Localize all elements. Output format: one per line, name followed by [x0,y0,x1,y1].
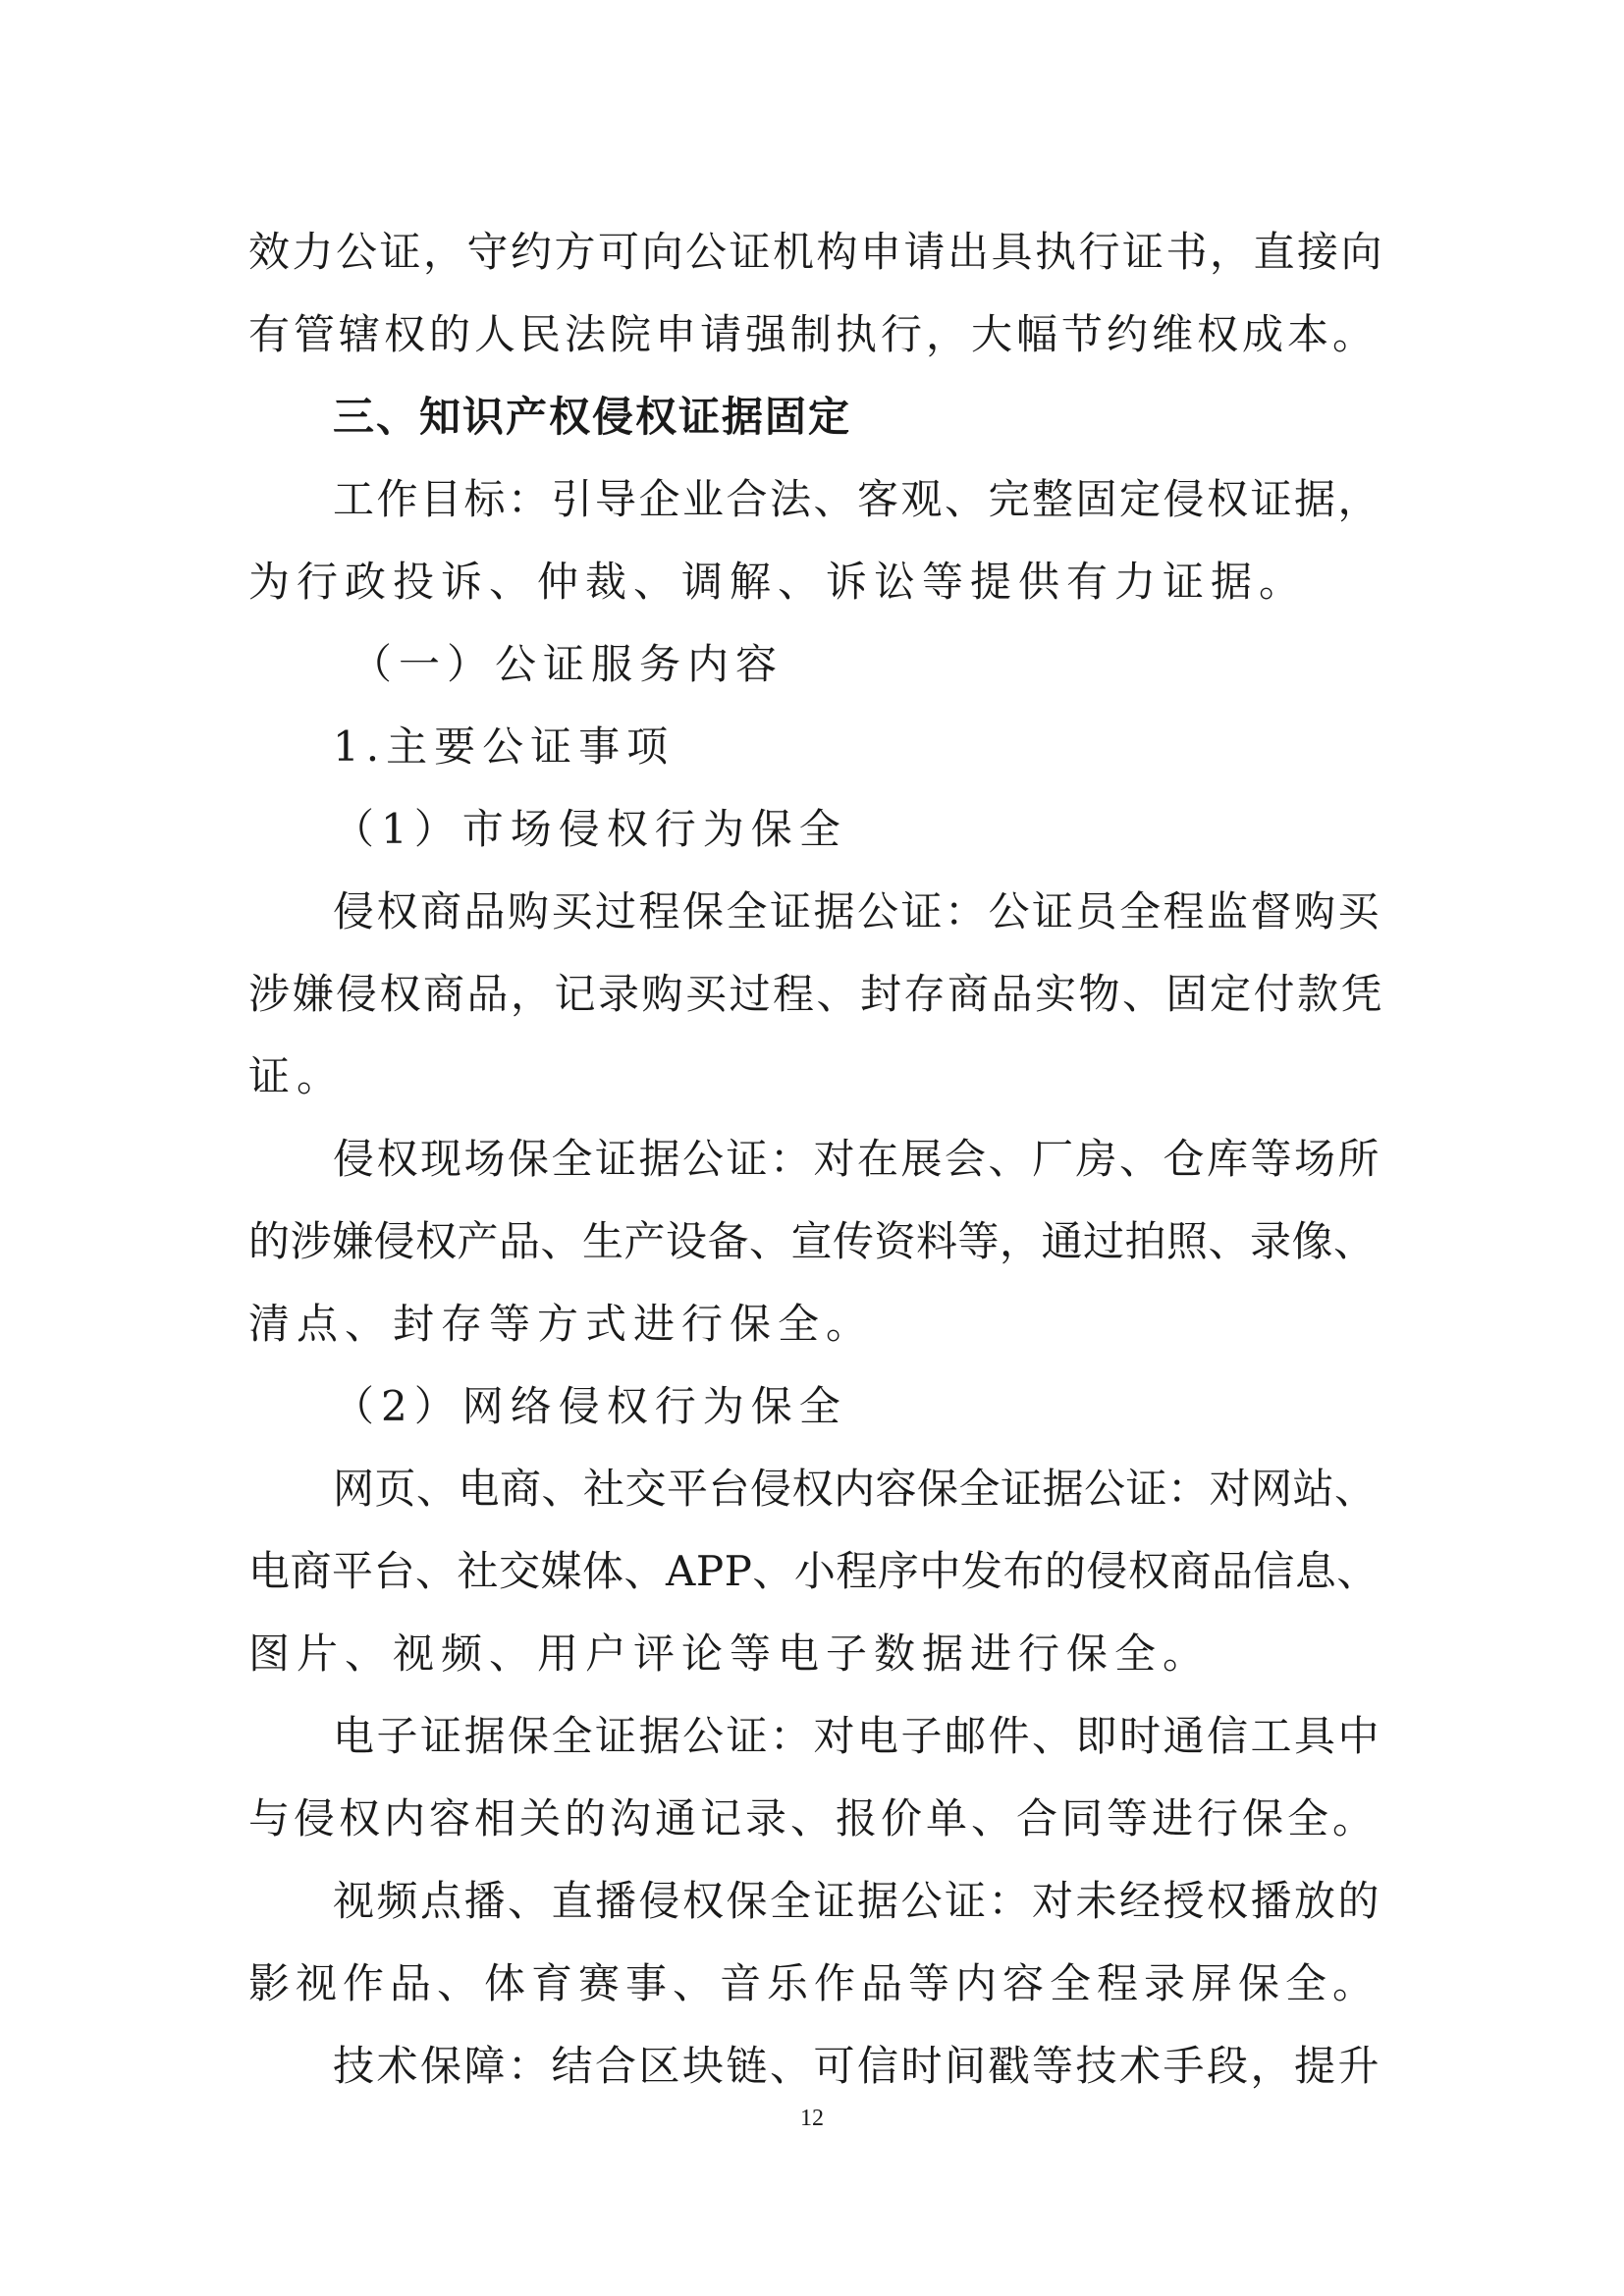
page-number: 12 [800,2106,824,2131]
body-line: 电商平台、社交媒体、APP、小程序中发布的侵权商品信息、 [248,1547,1379,1595]
paragraph-first-line: 视频点播、直播侵权保全证据公证：对未经授权播放的 [333,1877,1382,1925]
section-heading: 三、知识产权侵权证据固定 [333,393,852,441]
body-line: 效力公证，守约方可向公证机构申请出具执行证书，直接向 [248,228,1385,276]
body-line: 为行政投诉、仲裁、调解、诉讼等提供有力证据。 [248,558,1308,606]
paragraph-first-line: 侵权现场保全证据公证：对在展会、厂房、仓库等场所 [333,1135,1382,1183]
paragraph-first-line: 电子证据保全证据公证：对电子邮件、即时通信工具中 [333,1712,1382,1760]
body-line: 与侵权内容相关的沟通记录、报价单、合同等进行保全。 [248,1794,1379,1842]
document-body [248,211,1387,2108]
paragraph-first-line: 技术保障：结合区块链、可信时间戳等技术手段，提升 [333,2042,1382,2090]
item-heading: 1.主要公证事项 [333,722,676,771]
paragraph-first-line: 网页、电商、社交平台侵权内容保全证据公证：对网站、 [333,1465,1377,1513]
body-line: 的涉嫌侵权产品、生产设备、宣传资料等，通过拍照、录像、 [248,1217,1376,1265]
body-line: 证。 [248,1052,346,1100]
paragraph-first-line: 工作目标：引导企业合法、客观、完整固定侵权证据， [333,475,1382,523]
body-line: 涉嫌侵权商品，记录购买过程、封存商品实物、固定付款凭 [248,970,1385,1018]
body-line: 清点、封存等方式进行保全。 [248,1300,875,1348]
body-line: 图片、视频、用户评论等电子数据进行保全。 [248,1629,1212,1678]
body-line: 影视作品、体育赛事、音乐作品等内容全程录屏保全。 [248,1959,1380,2007]
subitem-heading: （2）网络侵权行为保全 [333,1382,847,1430]
subitem-heading: （1）市场侵权行为保全 [333,805,847,853]
body-line: 有管辖权的人民法院申请强制执行，大幅节约维权成本。 [248,310,1379,358]
paragraph-first-line: 侵权商品购买过程保全证据公证：公证员全程监督购买 [333,887,1382,935]
subsection-heading: （一）公证服务内容 [351,640,785,688]
